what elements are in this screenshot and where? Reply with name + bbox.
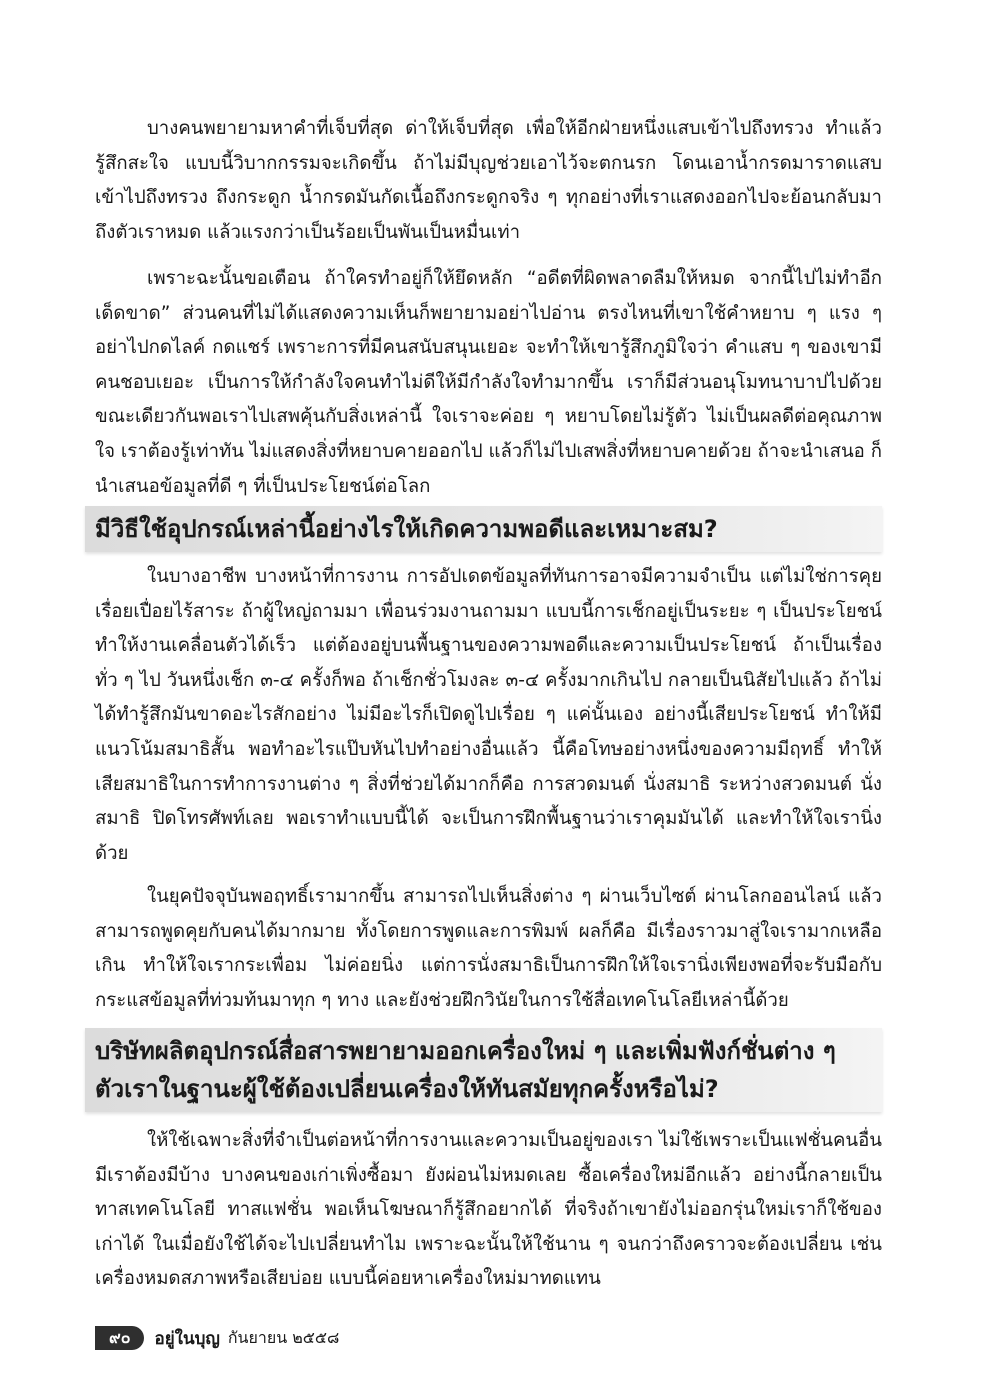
paragraph: ให้ใช้เฉพาะสิ่งที่จำเป็นต่อหน้าที่การงานและความเป็นอยู่ของเรา ไม่ใช้เพราะเป็นแฟชั่นคนอื่นมีเราต้องมีบ้าง บางคนของเก่าเพิ่งซื้อมา ยังผ่อนไม่หมดเลย ซื้อเครื่องใหม่อีกแล้ว อย่างนี้กลายเป็นทาสเทคโนโลยี ทาสแฟชั่น พอเห็นโฆษณาก็รู้สึกอยากได้ ที่จริงถ้าเขายังไม่ออกรุ่นใหม่เราก็ใช้ของเก่าได้ ในเมื่อยังใช้ได้จะไปเปลี่ยนทำไม เพราะฉะนั้นให้ใช้นาน ๆ จนกว่าถึงคราวจะต้องเปลี่ยน เช่น เครื่องหมดสภาพหรือเสียบ่อย แบบนี้ค่อยหาเครื่องใหม่มาทดแทน xyxy=(95,1130,882,1290)
heading-text xyxy=(85,1028,882,1112)
heading-line-2: ตัวเราในฐานะผู้ใช้ต้องเปลี่ยนเครื่องให้ทันสมัยทุกครั้งหรือไม่? xyxy=(95,1075,719,1103)
paragraph: บางคนพยายามหาคำที่เจ็บที่สุด ด่าให้เจ็บที่สุด เพื่อให้อีกฝ่ายหนึ่งแสบเข้าไปถึงทรวง ทำแล้วรู้สึกสะใจ แบบนี้วิบากกรรมจะเกิดขึ้น ถ้าไม่มีบุญช่วยเอาไว้จะตกนรก โดนเอาน้ำกรดมาราดแสบเข้าไปถึงทรวง ถึงกระดูก น้ำกรดมันกัดเนื้อถึงกระดูกจริง ๆ ทุกอย่างที่เราแสดงออกไปจะย้อนกลับมาถึงตัวเราหมด แล้วแรงกว่าเป็นร้อยเป็นพันเป็นหมื่นเท่า xyxy=(95,118,882,243)
paragraph-block-2 xyxy=(95,262,882,504)
paragraph: ในยุคปัจจุบันพอฤทธิ์เรามากขึ้น สามารถไปเห็นสิ่งต่าง ๆ ผ่านเว็บไซต์ ผ่านโลกออนไลน์ แล้วสามารถพูดคุยกับคนได้มากมาย ทั้งโดยการพูดและการพิมพ์ ผลก็คือ มีเรื่องราวมาสู่ใจเรามากเหลือเกิน ทำให้ใจเรากระเพื่อม ไม่ค่อยนิ่ง แต่การนั่งสมาธิเป็นการฝึกให้ใจเรานิ่งเพียงพอที่จะรับมือกับกระแสข้อมูลที่ท่วมท้นมาทุก ๆ ทาง และยังช่วยฝึกวินัยในการใช้สื่อเทคโนโลยีเหล่านี้ด้วย xyxy=(95,886,882,1011)
section-heading-1 xyxy=(85,506,882,552)
magazine-name: อยู่ในบุญ xyxy=(154,1328,220,1349)
paragraph: ในบางอาชีพ บางหน้าที่การงาน การอัปเดตข้อมูลที่ทันการอาจมีความจำเป็น แต่ไม่ใช่การคุยเรื่อยเปื่อยไร้สาระ ถ้าผู้ใหญ่ถามมา เพื่อนร่วมงานถามมา แบบนี้การเช็กอยู่เป็นระยะ ๆ เป็นประโยชน์ ทำให้งานเคลื่อนตัวได้เร็ว แต่ต้องอยู่บนพื้นฐานของความพอดีและความเป็นประโยชน์ ถ้าเป็นเรื่องทั่ว ๆ ไป วันหนึ่งเช็ก ๓-๔ ครั้งก็พอ ถ้าเช็กชั่วโมงละ ๓-๔ ครั้งมากเกินไป กลายเป็นนิสัยไปแล้ว ถ้าไม่ได้ทำรู้สึกมันขาดอะไรสักอย่าง ไม่มีอะไรก็เปิดดูไปเรื่อย ๆ แค่นั้นเอง อย่างนี้เสียประโยชน์ ทำให้มีแนวโน้มสมาธิสั้น พอทำอะไรแป๊บหันไปทำอย่างอื่นแล้ว นี้คือโทษอย่างหนึ่งของความมีฤทธิ์ ทำให้เสียสมาธิในการทำการงานต่าง ๆ สิ่งที่ช่วยได้มากก็คือ การสวดมนต์ นั่งสมาธิ ระหว่างสวดมนต์ นั่งสมาธิ ปิดโทรศัพท์เลย พอเราทำแบบนี้ได้ จะเป็นการฝึกพื้นฐานว่าเราคุมมันได้ และทำให้ใจเรานิ่งด้วย xyxy=(95,566,882,864)
section-heading-2 xyxy=(85,1028,882,1112)
heading-text: มีวิธีใช้อุปกรณ์เหล่านี้อย่างไรให้เกิดความพอดีและเหมาะสม? xyxy=(95,515,718,543)
paragraph-block-3 xyxy=(95,560,882,871)
page-footer xyxy=(95,1325,339,1351)
paragraph-block-1 xyxy=(95,112,882,250)
heading-line-1: บริษัทผลิตอุปกรณ์สื่อสารพยายามออกเครื่องใหม่ ๆ และเพิ่มฟังก์ชั่นต่าง ๆ xyxy=(95,1037,836,1065)
paragraph-block-5 xyxy=(95,1124,882,1297)
issue-date: กันยายน ๒๕๕๘ xyxy=(227,1327,340,1347)
page-number: ๙๐ xyxy=(95,1326,144,1350)
paragraph-block-4 xyxy=(95,880,882,1018)
paragraph: เพราะฉะนั้นขอเตือน ถ้าใครทำอยู่ก็ให้ยึดหลัก “อดีตที่ผิดพลาดลืมให้หมด จากนี้ไปไม่ทำอีกเด็ดขาด” ส่วนคนที่ไม่ได้แสดงความเห็นก็พยายามอย่าไปอ่าน ตรงไหนที่เขาใช้คำหยาบ ๆ แรง ๆ อย่าไปกดไลค์ กดแชร์ เพราะการที่มีคนสนับสนุนเยอะ จะทำให้เขารู้สึกภูมิใจว่า คำแสบ ๆ ของเขามีคนชอบเยอะ เป็นการให้กำลังใจคนทำไม่ดีให้มีกำลังใจทำมากขึ้น เราก็มีส่วนอนุโมทนาบาปไปด้วย ขณะเดียวกันพอเราไปเสพคุ้นกับสิ่งเหล่านี้ ใจเราจะค่อย ๆ หยาบโดยไม่รู้ตัว ไม่เป็นผลดีต่อคุณภาพใจ เราต้องรู้เท่าทัน ไม่แสดงสิ่งที่หยาบคายออกไป แล้วก็ไม่ไปเสพสิ่งที่หยาบคายด้วย ถ้าจะนำเสนอ ก็นำเสนอข้อมูลที่ดี ๆ ที่เป็นประโยชน์ต่อโลก xyxy=(95,268,882,497)
